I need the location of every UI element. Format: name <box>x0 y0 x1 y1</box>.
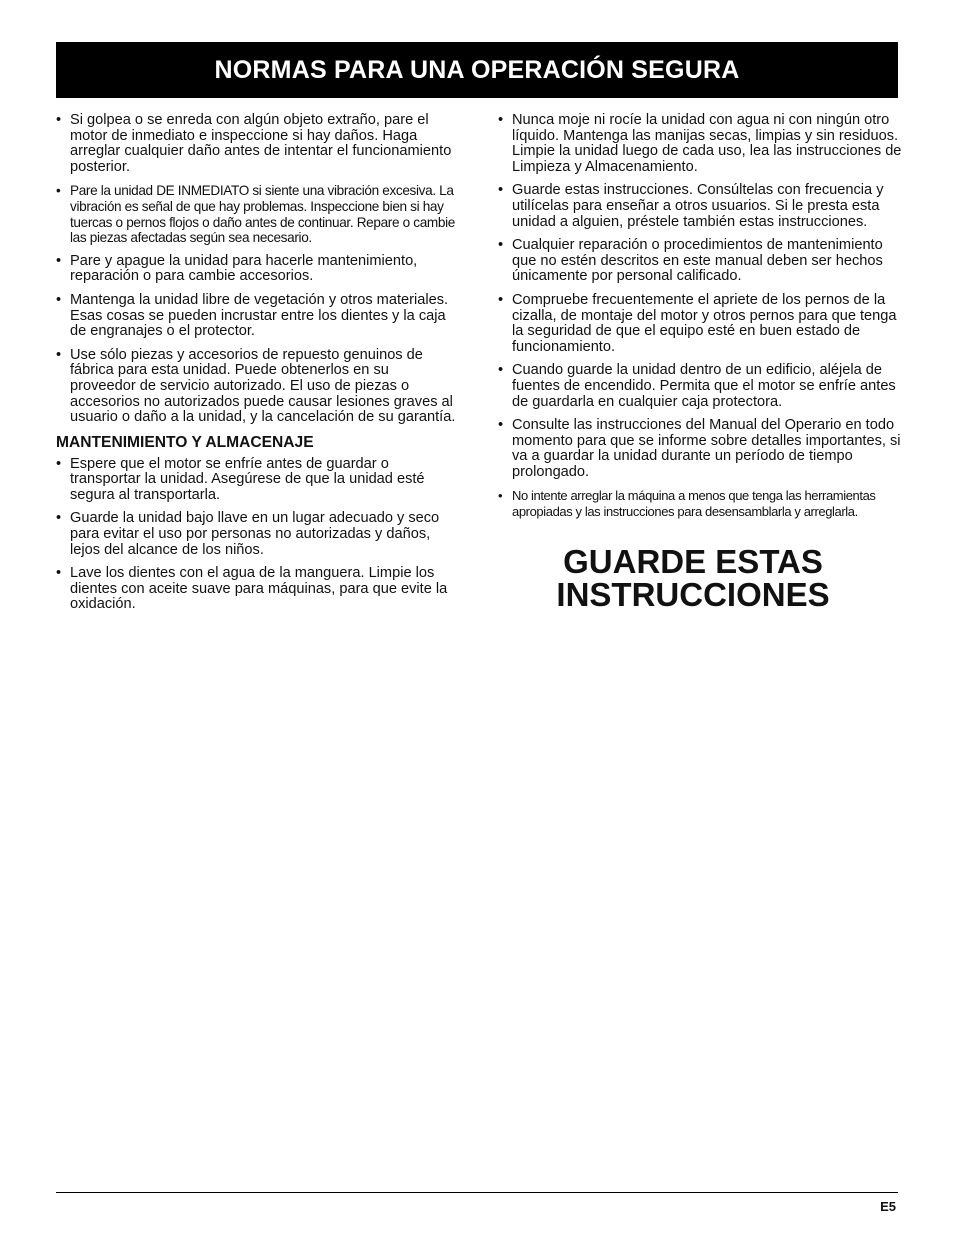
right-column <box>498 113 902 611</box>
closing-title <box>498 542 902 613</box>
storage-rules-list <box>498 113 902 519</box>
section-header-bar <box>56 42 898 98</box>
list-item: • Cualquier reparación o procedimientos de mantenimiento que no estén descritos en este manual deben ser hechos únicamente por personal calificado. <box>498 238 902 285</box>
list-item: • Mantenga la unidad libre de vegetación y otros materiales. Esas cosas se pueden incrustar entre los dientes y la caja de engranajes o el protector. <box>56 293 456 340</box>
footer-divider <box>56 1192 898 1193</box>
list-item: • No intente arreglar la máquina a menos que tenga las herramientas apropiadas y las instrucciones para desensamblarla y arreglarla. <box>498 488 902 518</box>
list-item: • Compruebe frecuentemente el apriete de los pernos de la cizalla, de montaje del motor y otros pernos para que tenga la seguridad de que el equipo esté en buen estado de funcionamiento. <box>498 293 902 355</box>
maintenance-heading: MANTENIMIENTO Y ALMACENAJE <box>56 433 314 451</box>
closing-title-line-1: GUARDE ESTAS <box>563 542 823 580</box>
list-item: • Pare y apague la unidad para hacerle mantenimiento, reparación o para cambie accesorios. <box>56 254 456 285</box>
page-number: E5 <box>880 1199 896 1214</box>
list-item: • Guarde estas instrucciones. Consúltelas con frecuencia y utilícelas para enseñar a otros usuarios. Si le presta esta unidad a alguien, préstele también estas instrucciones. <box>498 183 902 230</box>
closing-title-line-2: INSTRUCCIONES <box>556 575 830 613</box>
list-item: • Consulte las instrucciones del Manual del Operario en todo momento para que se informe sobre detalles importantes, si va a guardar la unidad durante un período de tiempo prolongado. <box>498 418 902 480</box>
left-column <box>56 113 456 621</box>
list-item: • Pare la unidad DE INMEDIATO si siente una vibración excesiva. La vibración es señal de que hay problemas. Inspeccione bien si hay tuercas o pernos flojos o daño antes de continuar. Repare o cambie las piezas afectadas según sea necesario. <box>56 183 456 245</box>
list-item: • Espere que el motor se enfríe antes de guardar o transportar la unidad. Asegúrese de que la unidad esté segura al transportarla. <box>56 457 456 504</box>
list-item: • Nunca moje ni rocíe la unidad con agua ni con ningún otro líquido. Mantenga las manijas secas, limpias y sin residuos. Limpie la unidad luego de cada uso, lea las instrucciones de Limpieza y Almacenamiento. <box>498 113 902 175</box>
list-item: • Use sólo piezas y accesorios de repuesto genuinos de fábrica para esta unidad. Puede obtenerlos en su proveedor de servicio autorizado. El uso de piezas o accesorios no autorizados puede causar lesiones graves al usuario o daño a la unidad, y la cancelación de su garantía. <box>56 348 456 426</box>
safety-rules-list <box>56 113 456 426</box>
list-item: • Guarde la unidad bajo llave en un lugar adecuado y seco para evitar el uso por personas no autorizadas y daños, lejos del alcance de los niños. <box>56 511 456 558</box>
section-title: NORMAS PARA UNA OPERACIÓN SEGURA <box>214 55 740 84</box>
list-item: • Si golpea o se enreda con algún objeto extraño, pare el motor de inmediato e inspeccione si hay daños. Haga arreglar cualquier daño antes de intentar el funcionamiento posterior. <box>56 113 456 175</box>
maintenance-list <box>56 457 456 613</box>
list-item: • Cuando guarde la unidad dentro de un edificio, aléjela de fuentes de encendido. Permita que el motor se enfríe antes de guardarla en cualquier caja protectora. <box>498 363 902 410</box>
list-item: • Lave los dientes con el agua de la manguera. Limpie los dientes con aceite suave para máquinas, para que evite la oxidación. <box>56 566 456 613</box>
